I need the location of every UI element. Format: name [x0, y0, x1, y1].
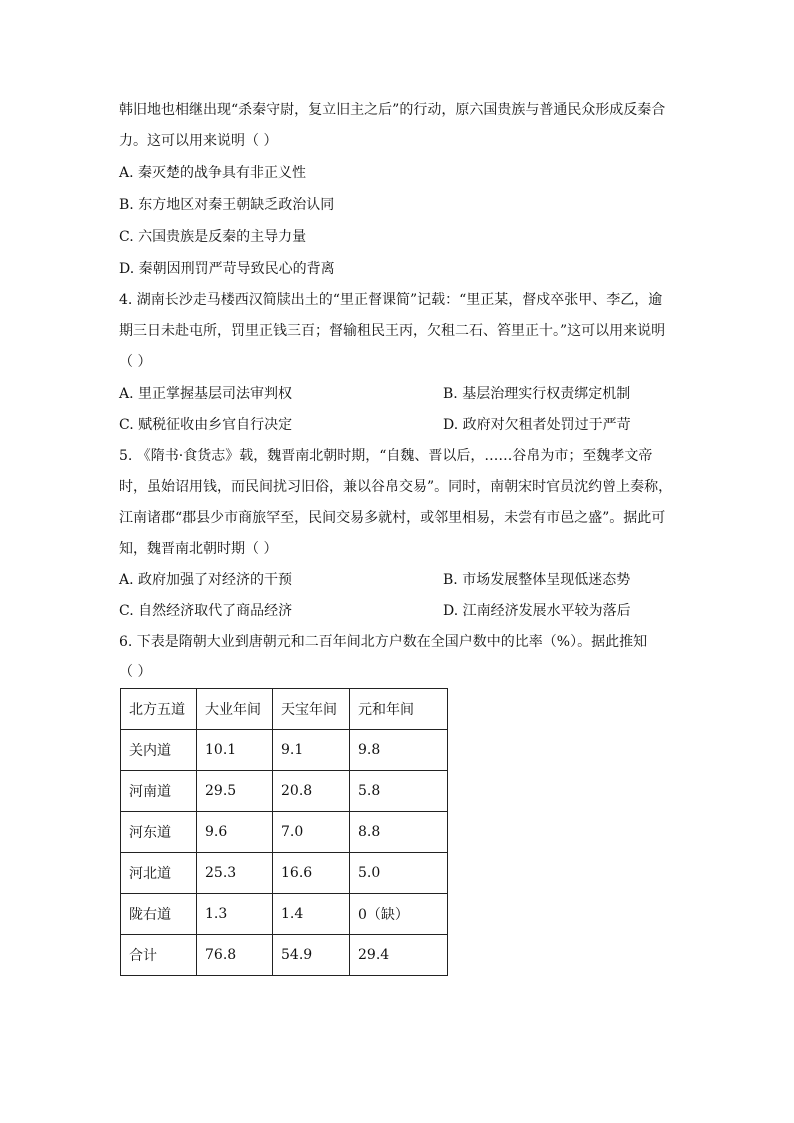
- table-row: [121, 853, 448, 894]
- q4-option-d: D. 政府对欠租者处罚过于严苛: [443, 417, 631, 433]
- table-cell: 河北道: [121, 853, 197, 894]
- table-row: [121, 935, 448, 976]
- table-cell: 合计: [121, 935, 197, 976]
- table-cell: 1.4: [273, 894, 350, 935]
- table-cell: 5.0: [350, 853, 448, 894]
- q5-stem-line-1: 5. 《隋书·食货志》载，魏晋南北朝时期，“自魏、晋以后，……谷帛为市；至魏孝文帝: [119, 448, 653, 464]
- q3-option-a: A. 秦灭楚的战争具有非正义性: [119, 165, 307, 181]
- table-cell: 9.6: [197, 812, 273, 853]
- table-cell: 河南道: [121, 771, 197, 812]
- q5-option-b: B. 市场发展整体呈现低迷态势: [443, 572, 631, 588]
- q5-option-c: C. 自然经济取代了商品经济: [119, 603, 293, 619]
- q5-stem-line-2: 时，虽始诏用钱，而民间扰习旧俗，兼以谷帛交易”。同时，南朝宋时官员沈约曾上奏称，: [119, 479, 673, 495]
- q3-option-b: B. 东方地区对秦王朝缺乏政治认同: [119, 197, 335, 213]
- table-row: [121, 771, 448, 812]
- q3-option-c: C. 六国贵族是反秦的主导力量: [119, 229, 307, 245]
- table-cell: 9.8: [350, 730, 448, 771]
- table-cell: 29.4: [350, 935, 448, 976]
- q5-option-a: A. 政府加强了对经济的干预: [119, 572, 293, 588]
- table-header-cell: 元和年间: [350, 689, 448, 730]
- table-header-cell: 天宝年间: [273, 689, 350, 730]
- q6-stem-line-2: （ ）: [119, 664, 152, 680]
- table-row: [121, 812, 448, 853]
- q4-option-b: B. 基层治理实行权责绑定机制: [443, 386, 631, 402]
- table-cell: 陇右道: [121, 894, 197, 935]
- table-header-row: [121, 689, 448, 730]
- q4-option-c: C. 赋税征收由乡官自行决定: [119, 417, 293, 433]
- table-cell: 25.3: [197, 853, 273, 894]
- table-cell: 10.1: [197, 730, 273, 771]
- table-cell: 0（缺）: [350, 894, 448, 935]
- table-cell: 54.9: [273, 935, 350, 976]
- table-cell: 20.8: [273, 771, 350, 812]
- table-header-cell: 大业年间: [197, 689, 273, 730]
- q4-option-a: A. 里正掌握基层司法审判权: [119, 386, 293, 402]
- table-row: [121, 894, 448, 935]
- table-header-cell: 北方五道: [121, 689, 197, 730]
- q3-option-d: D. 秦朝因刑罚严苛导致民心的背离: [119, 261, 335, 277]
- table-cell: 29.5: [197, 771, 273, 812]
- table-cell: 1.3: [197, 894, 273, 935]
- q4-stem-line-2: 期三日未赴屯所，罚里正钱三百；督输租民王丙，欠租二石、笞里正十。”这可以用来说明: [119, 323, 666, 339]
- q3-stem-line-2: 力。这可以用来说明（ ）: [119, 133, 278, 149]
- table-cell: 16.6: [273, 853, 350, 894]
- table-cell: 5.8: [350, 771, 448, 812]
- table-cell: 8.8: [350, 812, 448, 853]
- q5-stem-line-4: 知，魏晋南北朝时期（ ）: [119, 541, 278, 557]
- table-cell: 9.1: [273, 730, 350, 771]
- table-cell: 7.0: [273, 812, 350, 853]
- q4-stem-line-3: （ ）: [119, 354, 152, 370]
- q5-stem-line-3: 江南诸郡“郡县少市商旅罕至，民间交易多就村，或邻里相易，未尝有市邑之盛”。据此可: [119, 510, 666, 526]
- q6-stem-line-1: 6. 下表是隋朝大业到唐朝元和二百年间北方户数在全国户数中的比率（%）。据此推知: [119, 634, 648, 650]
- q3-stem-line-1: 韩旧地也相继出现“杀秦守尉，复立旧主之后”的行动，原六国贵族与普通民众形成反秦合: [119, 102, 666, 118]
- table-row: [121, 730, 448, 771]
- q4-stem-line-1: 4. 湖南长沙走马楼西汉简牍出土的“里正督课简”记载：“里正某，督戍卒张甲、李乙，逾: [119, 292, 663, 308]
- table-cell: 河东道: [121, 812, 197, 853]
- table-cell: 关内道: [121, 730, 197, 771]
- table-cell: 76.8: [197, 935, 273, 976]
- household-ratio-table: [120, 688, 448, 976]
- q5-option-d: D. 江南经济发展水平较为落后: [443, 603, 631, 619]
